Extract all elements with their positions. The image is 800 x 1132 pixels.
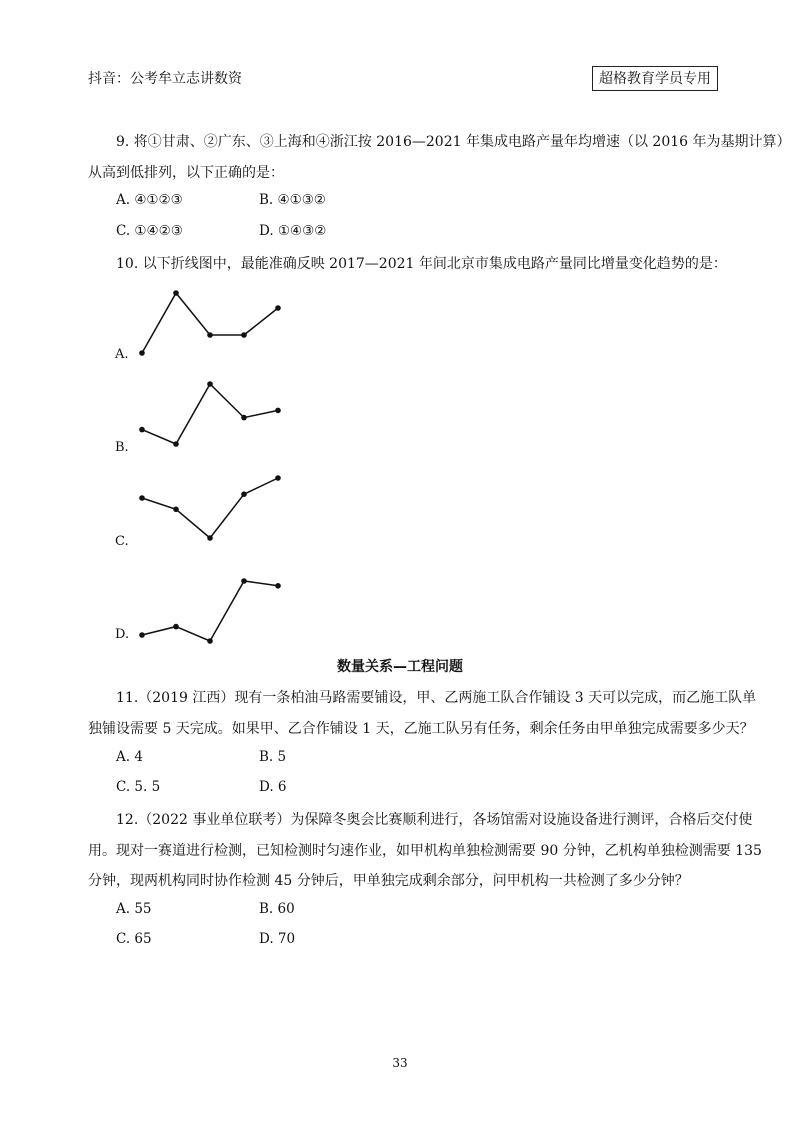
q11-line2: 独铺设需要 5 天完成。如果甲、乙合作铺设 1 天，乙施工队另有任务，剩余任务由甲单独完成需要多少天？ — [88, 721, 754, 737]
chart-d-point-5 — [275, 583, 281, 589]
q9-line2: 从高到低排列，以下正确的是： — [88, 165, 284, 181]
chart-a-point-2 — [173, 290, 179, 296]
header-source: 抖音：公考牟立志讲数资 — [88, 71, 242, 87]
section-title: 数量关系—工程问题 — [337, 659, 463, 675]
chart-b-point-5 — [275, 408, 281, 414]
chart-c-point-4 — [241, 491, 247, 497]
q11-option-d: D. 6 — [259, 779, 287, 795]
chart-b-point-3 — [207, 381, 213, 387]
chart-a-point-5 — [275, 305, 281, 311]
q10-chart-b-label: B. — [115, 440, 129, 455]
q12-line3: 分钟，现两机构同时协作检测 45 分钟后，甲单独完成剩余部分，问甲机构一共检测了多少分钟？ — [88, 873, 689, 889]
chart-a-point-1 — [139, 350, 145, 356]
chart-a-point-4 — [241, 332, 247, 338]
chart-c-point-3 — [207, 535, 213, 541]
q11-option-b: B. 5 — [259, 749, 287, 765]
chart-c-line — [142, 478, 278, 538]
q10-chart-a-label: A. — [115, 347, 129, 362]
chart-c-point-5 — [275, 475, 281, 481]
q9-line1: 9. 将①甘肃、②广东、③上海和④浙江按 2016—2021 年集成电路产量年均增速（以 2016 年为基期计算） — [116, 134, 791, 150]
q9-option-b: B. ④①③② — [259, 192, 326, 208]
q12-option-d: D. 70 — [259, 931, 296, 947]
q12-option-a: A. 55 — [116, 901, 152, 917]
q11-option-c: C. 5. 5 — [116, 779, 161, 795]
chart-d-point-3 — [207, 638, 213, 644]
header-stamp: 超格教育学员专用 — [592, 66, 718, 91]
chart-d-point-4 — [241, 578, 247, 584]
chart-d-point-2 — [173, 624, 179, 630]
chart-b-point-2 — [173, 441, 179, 447]
q10-chart-c — [130, 468, 290, 548]
chart-a-line — [142, 293, 278, 353]
q12-option-c: C. 65 — [116, 931, 152, 947]
chart-d-point-1 — [139, 632, 145, 638]
q10-chart-d-label: D. — [115, 627, 130, 642]
q12-option-b: B. 60 — [259, 901, 295, 917]
chart-c-point-1 — [139, 495, 145, 501]
chart-d-line — [142, 581, 278, 641]
q9-option-d: D. ①④③② — [259, 223, 327, 239]
q9-option-c: C. ①④②③ — [116, 223, 183, 239]
q10-chart-b — [130, 374, 290, 454]
chart-b-line — [142, 384, 278, 444]
q10-line1: 10. 以下折线图中，最能准确反映 2017—2021 年间北京市集成电路产量同比增量变化趋势的是： — [116, 256, 727, 272]
chart-a-point-3 — [207, 332, 213, 338]
q12-line2: 用。现对一赛道进行检测，已知检测时匀速作业，如甲机构单独检测需要 90 分钟，乙机构单独检测需要 135 — [88, 843, 762, 859]
q11-line1: 11.（2019 江西）现有一条柏油马路需要铺设，甲、乙两施工队合作铺设 3 天可以完成，而乙施工队单 — [116, 690, 757, 706]
chart-b-point-4 — [241, 415, 247, 421]
q10-chart-a — [130, 283, 290, 363]
chart-c-point-2 — [173, 507, 179, 513]
q9-option-a: A. ④①②③ — [116, 192, 183, 208]
chart-b-point-1 — [139, 427, 145, 433]
q11-option-a: A. 4 — [116, 749, 143, 765]
q10-chart-c-label: C. — [115, 534, 129, 549]
q10-chart-d — [130, 571, 290, 651]
q12-line1: 12.（2022 事业单位联考）为保障冬奥会比赛顺利进行，各场馆需对设施设备进行测评，合格后交付使 — [116, 812, 753, 828]
page-number: 33 — [392, 1056, 408, 1070]
